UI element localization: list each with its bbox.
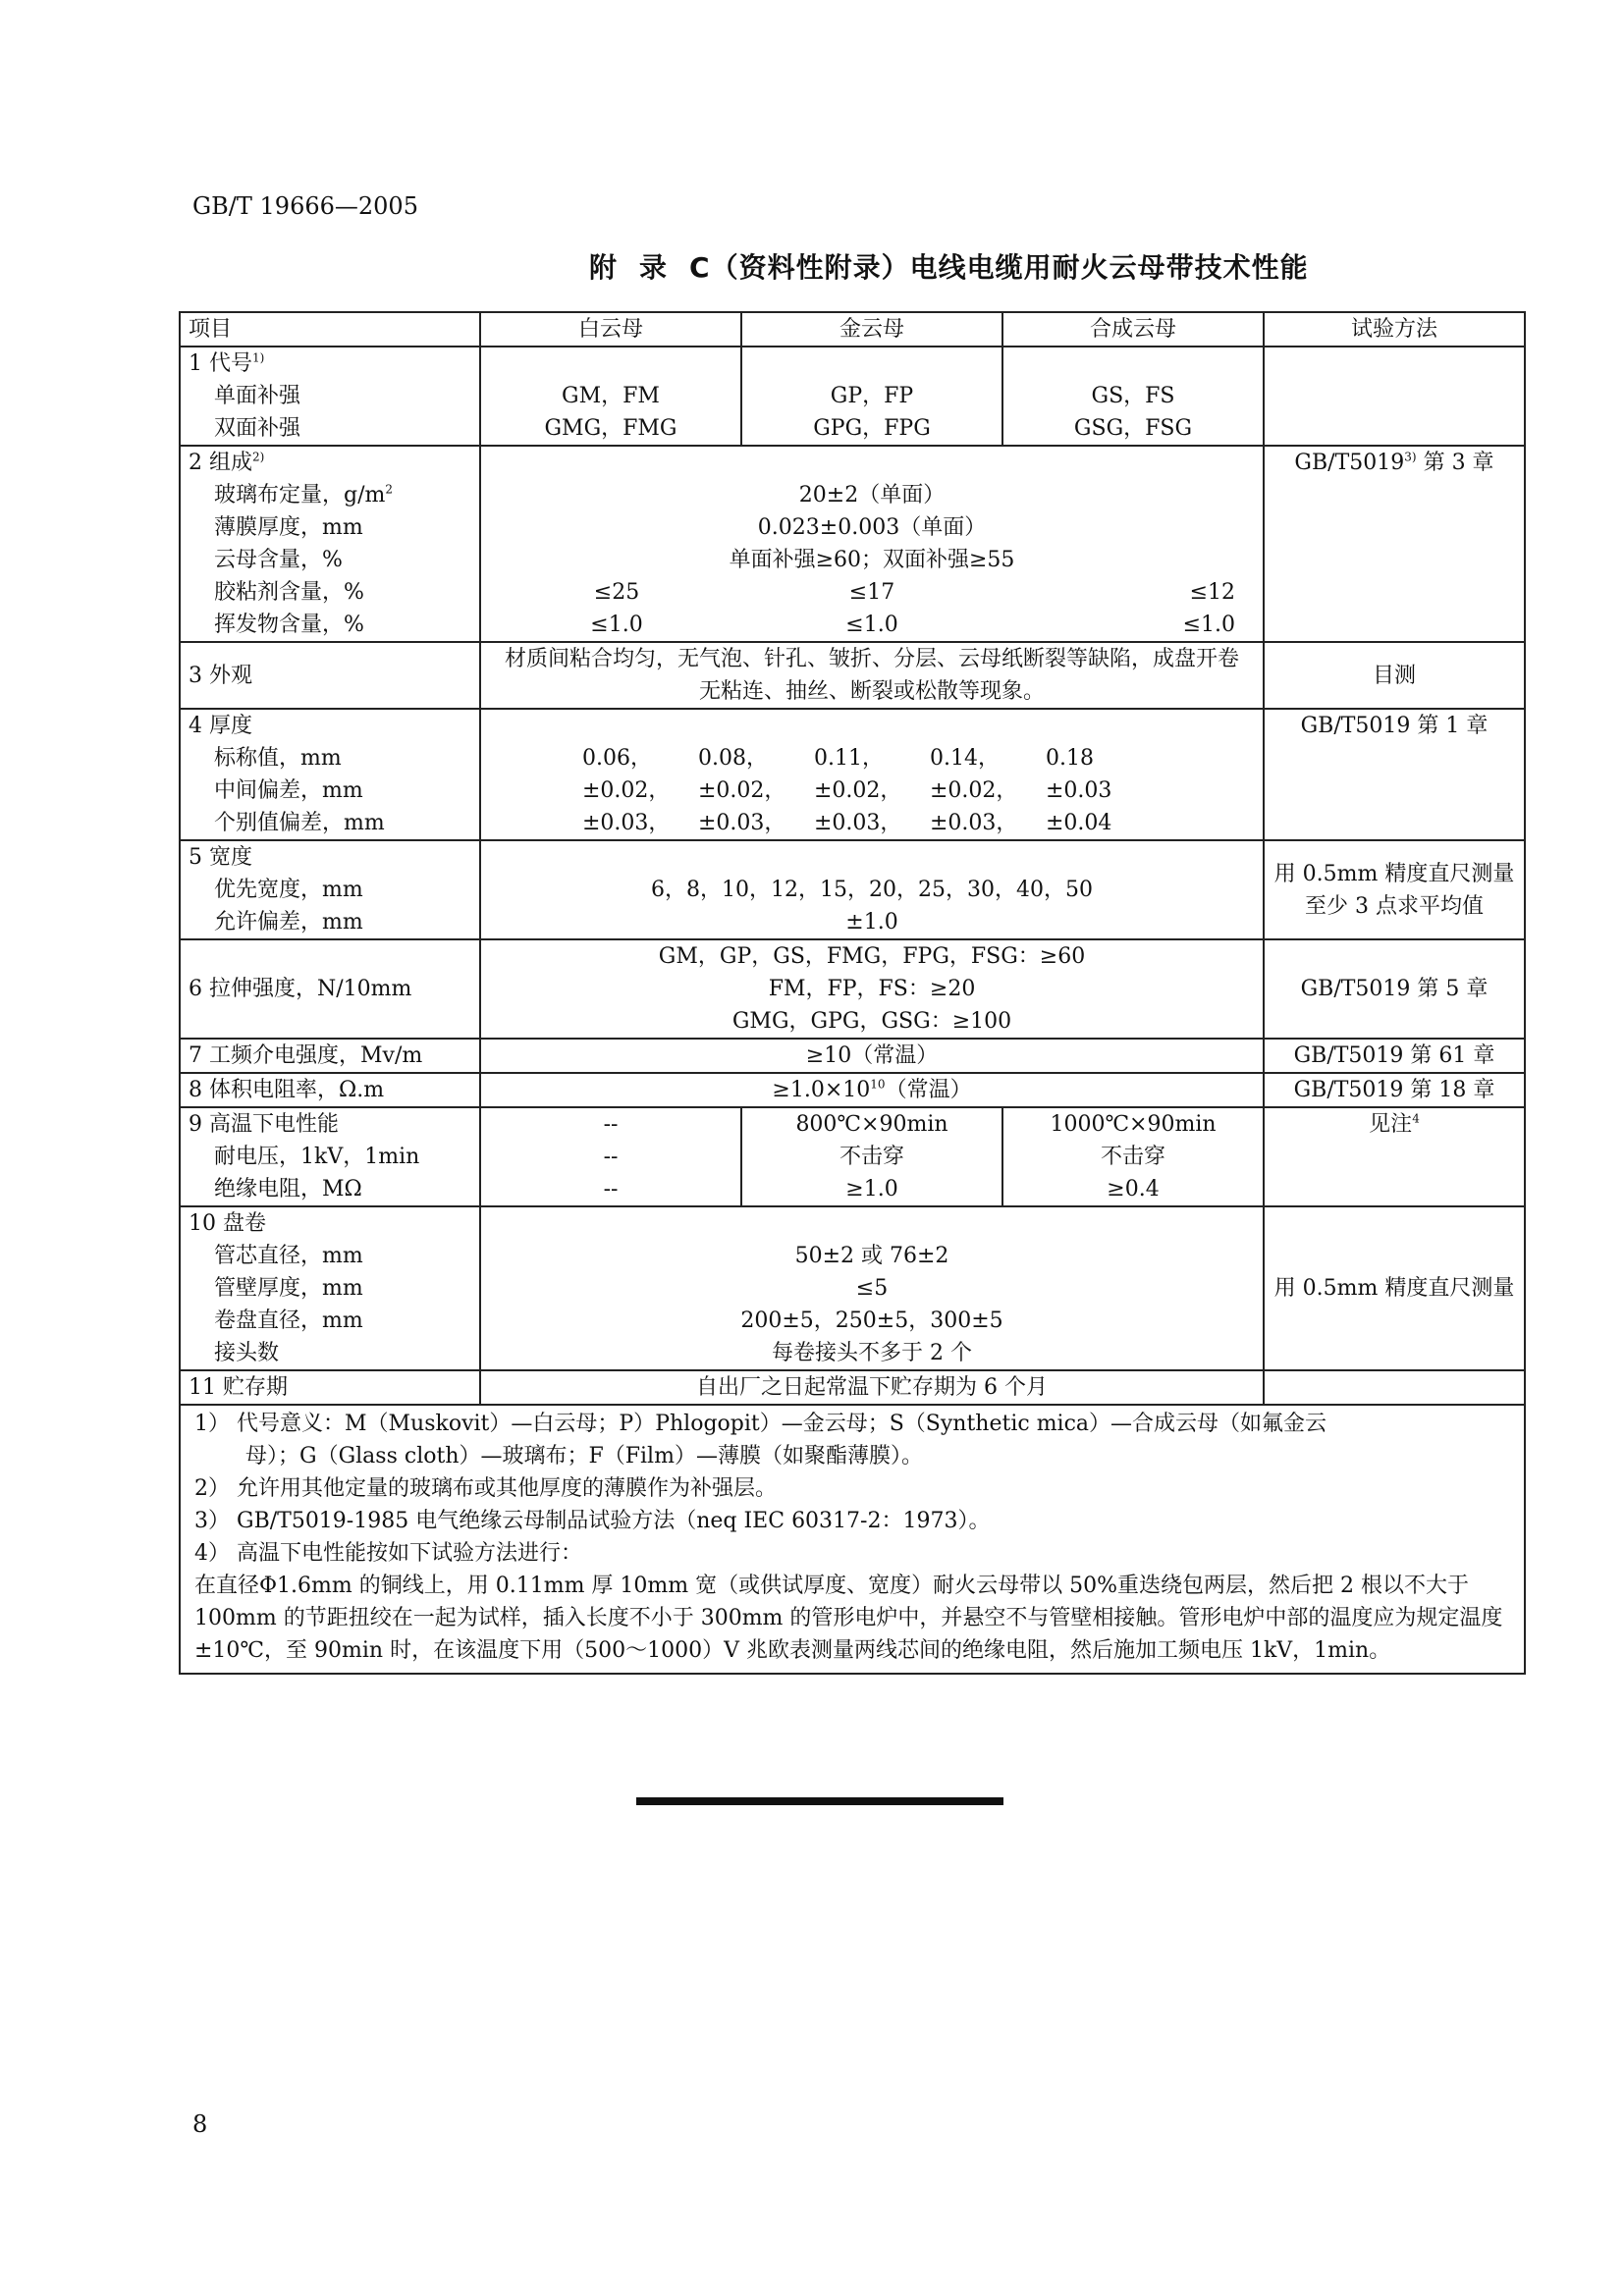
cell-storage-value: 自出厂之日起常温下贮存期为 6 个月 (480, 1370, 1264, 1405)
row-label: 8 体积电阻率，Ω.m (180, 1073, 480, 1107)
cell-method: 用 0.5mm 精度直尺测量 (1264, 1206, 1525, 1370)
row-reel (180, 1206, 1525, 1370)
note-3: 3） GB/T5019-1985 电气绝缘云母制品试验方法（neq IEC 60317-2：1973）。 (194, 1509, 991, 1533)
row-storage (180, 1370, 1525, 1405)
row-label: 10 盘卷 管芯直径，mm 管壁厚度，mm 卷盘直径，mm 接头数 (180, 1206, 480, 1370)
cell-method: 见注$^4$ (1264, 1107, 1525, 1206)
row-appearance (180, 642, 1525, 709)
title-part1: 附 (589, 251, 619, 284)
cell-composition-values: 20±2（单面） 0.023±0.003（单面） 单面补强≥60；双面补强≥55 ≤25 ≤17 ≤12 ≤1.0 ≤1.0 ≤1.0 (480, 446, 1264, 642)
header-white-mica: 白云母 (480, 312, 741, 347)
cell-white: GM，FM GMG，FMG (480, 347, 741, 446)
row-dielectric (180, 1039, 1525, 1073)
header-test-method: 试验方法 (1264, 312, 1525, 347)
row-label: 4 厚度 标称值，mm 中间偏差，mm 个别值偏差，mm (180, 709, 480, 840)
cell-white: -- -- -- (480, 1107, 741, 1206)
row-label: 5 宽度 优先宽度，mm 允许偏差，mm (180, 840, 480, 939)
cell-method (1264, 1370, 1525, 1405)
cell-method: 用 0.5mm 精度直尺测量至少 3 点求平均值 (1264, 840, 1525, 939)
header-item: 项目 (180, 312, 480, 347)
cell-synthetic: GS，FS GSG，FSG (1002, 347, 1264, 446)
annex-title (589, 246, 1309, 286)
end-rule (636, 1797, 1003, 1805)
header-synthetic-mica: 合成云母 (1002, 312, 1264, 347)
row-label: 9 高温下电性能 耐电压，1kV，1min 绝缘电阻，MΩ (180, 1107, 480, 1206)
cell-width-values: 6，8，10，12，15，20，25，30，40，50 ±1.0 (480, 840, 1264, 939)
cell-appearance-value: 材质间粘合均匀，无气泡、针孔、皱折、分层、云母纸断裂等缺陷，成盘开卷无粘连、抽丝、断裂或松散等现象。 (480, 642, 1264, 709)
row-composition (180, 446, 1525, 642)
row-label: 6 拉伸强度，N/10mm (180, 939, 480, 1039)
cell-tensile-values: GM，GP，GS，FMG，FPG，FSG：≥60 FM，FP，FS：≥20 GMG，GPG，GSG：≥100 (480, 939, 1264, 1039)
cell-method: GB/T5019 第 5 章 (1264, 939, 1525, 1039)
cell-gold: 800℃×90min 不击穿 ≥1.0 (741, 1107, 1002, 1206)
cell-method: GB/T5019 第 61 章 (1264, 1039, 1525, 1073)
cell-synthetic: 1000℃×90min 不击穿 ≥0.4 (1002, 1107, 1264, 1206)
cell-thickness-values: 0.06， 0.08， 0.11， 0.14， 0.18 ±0.02， ±0.02， ±0.02， ±0.02， ±0.03 ±0.03， ±0.03， ±0.03， ±0.03， ±0.04 (480, 709, 1264, 840)
note-4-body: 在直径Φ1.6mm 的铜线上，用 0.11mm 厚 10mm 宽（或供试厚度、宽度）耐火云母带以 50%重迭绕包两层，然后把 2 根以不大于 100mm 的节距扭绞在一起为试样，插入长度不小于 300mm 的管形电炉中，并悬空不与管壁相接触。管形电炉中部的温度应为规定温度±10℃，至 90min 时，在该温度下用（500～1000）V 兆欧表测量两线芯间的绝缘电阻，然后施加工频电压 1kV，1min。 (194, 1574, 1503, 1663)
note-4: 4） 高温下电性能按如下试验方法进行： (194, 1541, 582, 1566)
standard-number: GB/T 19666—2005 (192, 192, 418, 220)
cell-method (1264, 347, 1525, 446)
row-resistivity (180, 1073, 1525, 1107)
row-width (180, 840, 1525, 939)
cell-dielectric-value: ≥10（常温） (480, 1039, 1264, 1073)
row-label: 3 外观 (180, 642, 480, 709)
row-label: 2 组成$^{2)}$ 玻璃布定量，$g/m^2$ 薄膜厚度，mm 云母含量，% 胶粘剂含量，% 挥发物含量，% (180, 446, 480, 642)
cell-gold: GP，FP GPG，FPG (741, 347, 1002, 446)
row-label: 1 代号$^{1)}$ 单面补强 双面补强 (180, 347, 480, 446)
cell-method: GB/T5019 第 18 章 (1264, 1073, 1525, 1107)
cell-reel-values: 50±2 或 76±2 ≤5 200±5，250±5，300±5 每卷接头不多于 2 个 (480, 1206, 1264, 1370)
note-2: 2） 允许用其他定量的玻璃布或其他厚度的薄膜作为补强层。 (194, 1476, 777, 1501)
row-high-temp (180, 1107, 1525, 1206)
row-thickness (180, 709, 1525, 840)
page-number: 8 (192, 2110, 208, 2138)
header-row (180, 312, 1525, 347)
spec-table (179, 311, 1526, 1675)
row-label: 7 工频介电强度，Mv/m (180, 1039, 480, 1073)
cell-resistivity-value: $\ge 1.0\times 10^{10}$（常温） (480, 1073, 1264, 1107)
cell-method: GB/T5019 第 1 章 (1264, 709, 1525, 840)
title-part2: 录 (639, 251, 669, 284)
row-label: 11 贮存期 (180, 1370, 480, 1405)
note-1: 1） 代号意义：M（Muskovit）—白云母；P）Phlogopit）—金云母；S（Synthetic mica）—合成云母（如氟金云 (194, 1412, 1327, 1436)
row-tensile (180, 939, 1525, 1039)
row-code (180, 347, 1525, 446)
header-gold-mica: 金云母 (741, 312, 1002, 347)
notes-row (180, 1405, 1525, 1674)
cell-method: GB/T5019$^{3)}$ 第 3 章 (1264, 446, 1525, 642)
note-1-cont: 母）；G（Glass cloth）—玻璃布；F（Film）—薄膜（如聚酯薄膜）。 (245, 1444, 923, 1468)
table-notes (180, 1405, 1525, 1674)
title-part3: C（资料性附录）电线电缆用耐火云母带技术性能 (689, 251, 1309, 284)
cell-method: 目测 (1264, 642, 1525, 709)
